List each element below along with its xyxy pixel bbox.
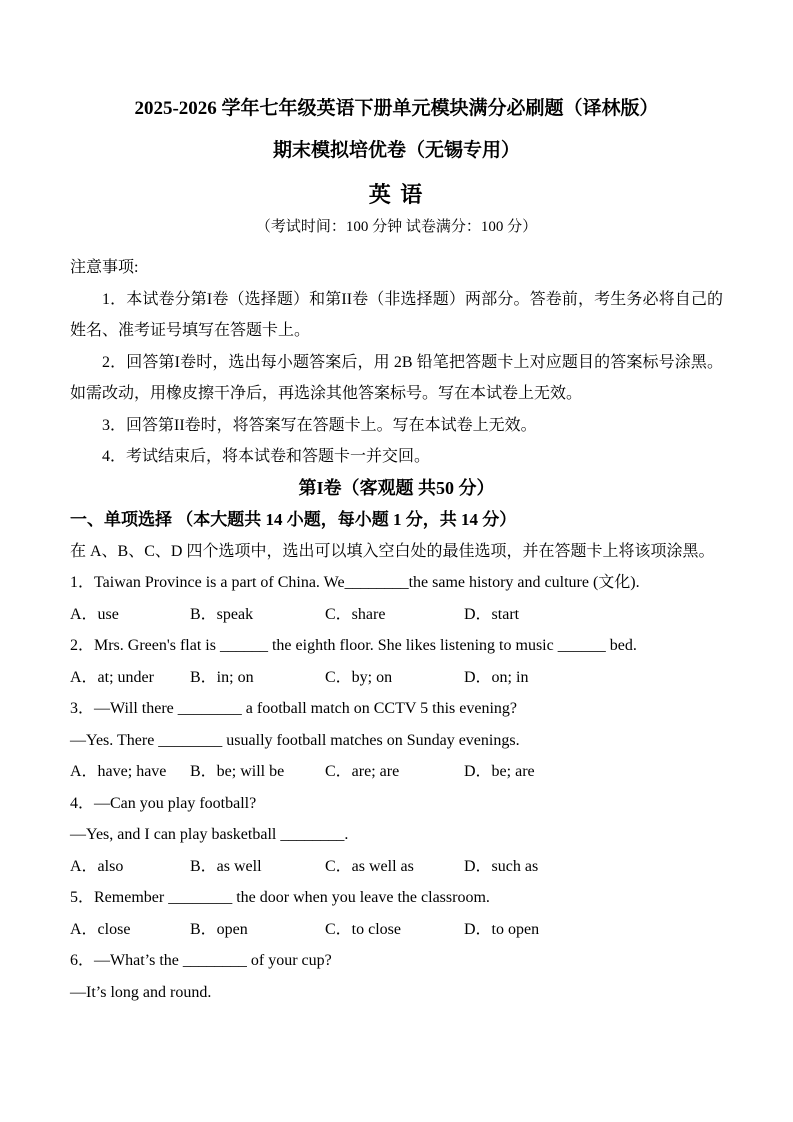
question-3-option-a: A．have; have [70,763,167,780]
question-4-options [70,851,723,883]
question-3-option-c: C．are; are [325,763,400,780]
question-5-option-c: C．to close [325,920,401,938]
question-1-option-c: C．share [325,605,386,623]
notices-heading: 注意事项: [70,259,139,276]
question-2-options [70,662,723,694]
subject-title: 英 语 [368,182,425,207]
question-4-option-c: C．as well as [325,857,414,875]
notice-item-2: 2．回答第I卷时，选出每小题答案后，用 2B 铅笔把答题卡上对应题目的答案标号涂黑。如需改动，用橡皮擦干净后，再选涂其他答案标号。写在本试卷上无效。 [70,353,723,402]
question-2-line-1: 2．Mrs. Green's flat is ______ the eighth floor. She likes listening to music ______ bed. [70,637,637,654]
question-1-option-d: D．start [464,605,520,623]
question-4-line-2: —Yes, and I can play basketball ________. [70,826,349,843]
question-2-option-a: A．at; under [70,668,154,686]
question-4-option-b: B．as well [190,857,262,875]
question-1-option-a: A．use [70,605,119,623]
question-3-line-1: 3．—Will there ________ a football match on CCTV 5 this evening? [70,700,517,717]
exam-title-line1: 2025-2026 学年七年级英语下册单元模块满分必刷题（译林版） [134,98,659,119]
question-2-option-b: B．in; on [190,668,254,686]
question-2-option-d: D．on; in [464,668,529,686]
question-1-line-1: 1．Taiwan Province is a part of China. We________the same history and culture (文化). [70,574,640,591]
exam-body [70,252,723,1008]
question-4-line-1: 4．—Can you play football? [70,794,257,812]
question-1-options [70,599,723,631]
question-1-option-b: B．speak [190,605,254,623]
exam-title-line2: 期末模拟培优卷（无锡专用） [272,140,520,161]
question-3-option-b: B．be; will be [190,763,285,780]
question-5-line-1: 5．Remember ________ the door when you leave the classroom. [70,889,490,906]
section1-instruction: 在 A、B、C、D 四个选项中，选出可以填入空白处的最佳选项，并在答题卡上将该项涂黑。 [70,542,715,560]
question-5-options [70,914,723,946]
question-3-option-d: D．be; are [464,763,535,780]
question-5-option-a: A．close [70,920,131,938]
notice-item-4: 4．考试结束后，将本试卷和答题卡一并交回。 [102,448,431,465]
section1-heading: 一、单项选择 （本大题共 14 小题，每小题 1 分，共 14 分） [70,510,517,529]
question-6-line-1: 6．—What’s the ________ of your cup? [70,952,332,969]
question-4-option-d: D．such as [464,857,539,875]
question-5-option-d: D．to open [464,920,540,938]
question-2-option-c: C．by; on [325,668,393,686]
question-3-line-2: —Yes. There ________ usually football matches on Sunday evenings. [70,731,520,749]
question-5-option-b: B．open [190,920,248,938]
notice-item-1: 1．本试卷分第I卷（选择题）和第II卷（非选择题）两部分。答卷前，考生务必将自己的姓名、准考证号填写在答题卡上。 [70,290,723,339]
question-3-options [70,756,723,788]
notice-item-3: 3．回答第II卷时，将答案写在答题卡上。写在本试卷上无效。 [102,416,537,434]
exam-info-line: （考试时间：100 分钟 试卷满分：100 分） [255,219,538,235]
question-6-line-2: —It’s long and round. [70,983,212,1001]
part1-heading: 第I卷（客观题 共50 分） [298,477,495,498]
question-4-option-a: A．also [70,857,124,875]
